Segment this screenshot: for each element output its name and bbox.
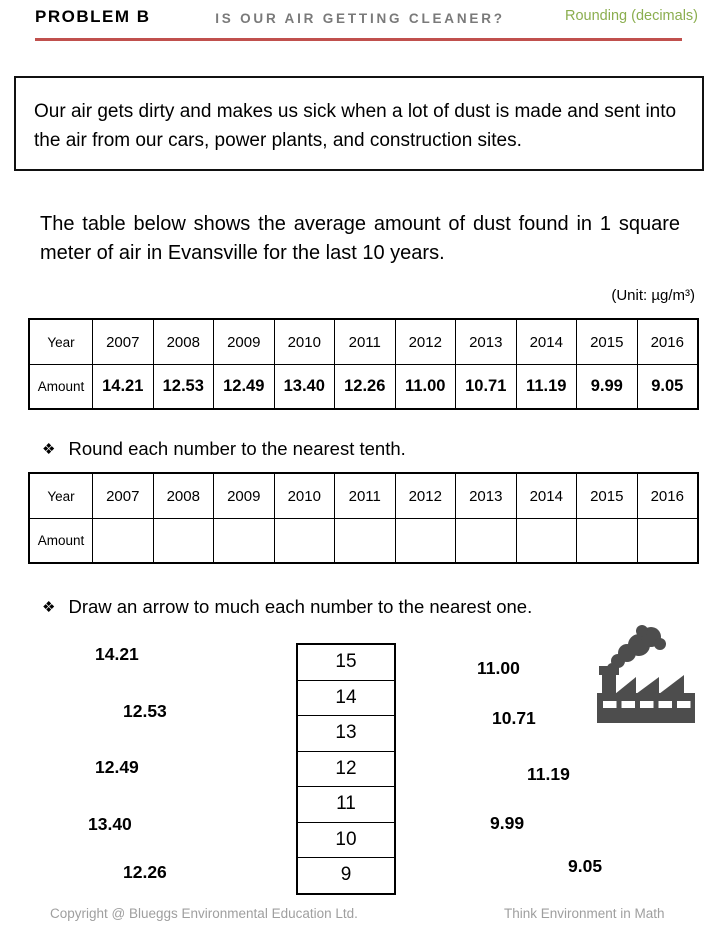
task-match-nearest-one <box>42 596 532 618</box>
answer-blank-cell <box>516 519 577 564</box>
answer-blank-cell <box>153 519 214 564</box>
ladder-cell: 15 <box>297 644 395 680</box>
match-number-right: 10.71 <box>492 708 536 728</box>
slogan-text: Think Environment in Math <box>504 906 665 921</box>
problem-label: PROBLEM B <box>35 7 151 26</box>
year-cell: 2012 <box>395 473 456 519</box>
year-cell: 2008 <box>153 319 214 365</box>
match-number-left: 13.40 <box>88 814 132 834</box>
amount-cell: 12.53 <box>153 365 214 410</box>
row-label-cell: Year <box>29 473 93 519</box>
row-label-cell: Amount <box>29 519 93 564</box>
intro-box <box>14 76 704 171</box>
amount-cell: 13.40 <box>274 365 335 410</box>
task-round-tenth <box>42 438 406 460</box>
year-cell: 2011 <box>335 473 396 519</box>
match-number-right: 9.99 <box>490 813 525 833</box>
match-number-left: 12.26 <box>123 862 167 882</box>
year-cell: 2010 <box>274 473 335 519</box>
diamond-bullet-icon: ❖ <box>42 599 56 616</box>
table-row <box>29 365 698 410</box>
ladder-row <box>297 787 395 823</box>
match-number-right: 11.00 <box>477 658 520 678</box>
intro-text: Our air gets dirty and makes us sick when a lot of dust is made and sent into the air from our cars, power plants, and construction sites. <box>34 101 677 152</box>
amount-cell: 9.99 <box>577 365 638 410</box>
year-cell: 2015 <box>577 319 638 365</box>
amount-cell: 9.05 <box>637 365 698 410</box>
ladder-row <box>297 644 395 680</box>
ladder-row <box>297 858 395 894</box>
match-number-left: 14.21 <box>95 644 139 664</box>
year-cell: 2007 <box>93 473 154 519</box>
answer-blank-cell <box>456 519 517 564</box>
answer-blank-cell <box>214 519 275 564</box>
amount-cell: 11.19 <box>516 365 577 410</box>
row-label-cell: Amount <box>29 365 93 410</box>
answer-blank-cell <box>637 519 698 564</box>
ladder-row <box>297 751 395 787</box>
table-row <box>29 519 698 564</box>
table-row <box>29 473 698 519</box>
task-text: Round each number to the nearest tenth. <box>68 438 406 459</box>
ladder-row <box>297 680 395 716</box>
page-title: IS OUR AIR GETTING CLEANER? <box>215 11 505 26</box>
year-cell: 2012 <box>395 319 456 365</box>
year-cell: 2014 <box>516 473 577 519</box>
match-number-right: 9.05 <box>568 856 603 876</box>
year-cell: 2009 <box>214 473 275 519</box>
amount-cell: 10.71 <box>456 365 517 410</box>
table-row <box>29 319 698 365</box>
year-cell: 2008 <box>153 473 214 519</box>
ladder-row <box>297 716 395 752</box>
year-cell: 2013 <box>456 319 517 365</box>
ladder-cell: 10 <box>297 822 395 858</box>
year-cell: 2011 <box>335 319 396 365</box>
unit-label: (Unit: µg/m³) <box>611 287 695 304</box>
match-number-left: 12.53 <box>123 701 167 721</box>
amount-cell: 12.26 <box>335 365 396 410</box>
row-label-cell: Year <box>29 319 93 365</box>
year-cell: 2014 <box>516 319 577 365</box>
answer-blank-cell <box>274 519 335 564</box>
answer-blank-cell <box>395 519 456 564</box>
year-cell: 2015 <box>577 473 638 519</box>
year-cell: 2013 <box>456 473 517 519</box>
answer-blank-cell <box>335 519 396 564</box>
copyright-text: Copyright @ Blueggs Environmental Education Ltd. <box>50 906 358 921</box>
amount-cell: 11.00 <box>395 365 456 410</box>
topic-tag: Rounding (decimals) <box>565 8 698 24</box>
year-cell: 2016 <box>637 319 698 365</box>
answer-blank-cell <box>93 519 154 564</box>
match-number-left: 12.49 <box>95 757 139 777</box>
year-cell: 2016 <box>637 473 698 519</box>
answer-blank-cell <box>577 519 638 564</box>
nearest-one-ladder <box>296 643 396 895</box>
ladder-cell: 12 <box>297 751 395 787</box>
dust-data-table <box>28 318 699 410</box>
ladder-row <box>297 822 395 858</box>
description-text: The table below shows the average amount of dust found in 1 square meter of air in Evansville for the last 10 years. <box>40 213 680 264</box>
diamond-bullet-icon: ❖ <box>42 441 56 458</box>
year-cell: 2010 <box>274 319 335 365</box>
ladder-cell: 9 <box>297 858 395 894</box>
header-divider <box>35 38 682 41</box>
year-cell: 2007 <box>93 319 154 365</box>
ladder-cell: 11 <box>297 787 395 823</box>
factory-smoke-icon <box>595 620 699 734</box>
task-text: Draw an arrow to much each number to the nearest one. <box>68 596 533 617</box>
match-number-right: 11.19 <box>527 764 570 784</box>
ladder-cell: 14 <box>297 680 395 716</box>
amount-cell: 14.21 <box>93 365 154 410</box>
year-cell: 2009 <box>214 319 275 365</box>
rounding-answer-table <box>28 472 699 564</box>
amount-cell: 12.49 <box>214 365 275 410</box>
ladder-cell: 13 <box>297 716 395 752</box>
